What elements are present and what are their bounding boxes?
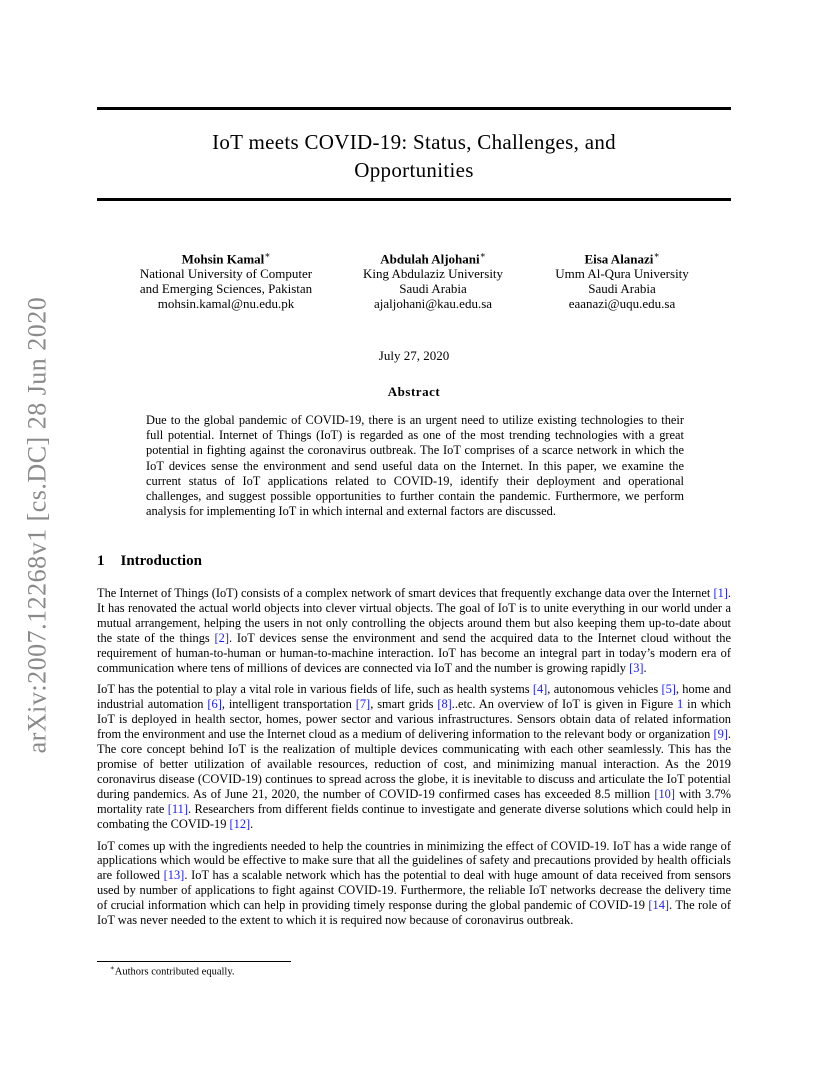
arxiv-stamp-text: arXiv:2007.12268v1 [cs.DC] 28 Jun 2020 bbox=[22, 296, 52, 754]
section-title: Introduction bbox=[120, 553, 202, 569]
paragraph-1 bbox=[97, 586, 731, 675]
citation-link[interactable]: [9] bbox=[713, 727, 728, 742]
title-top-rule bbox=[97, 107, 731, 110]
text-run: , autonomous vehicles bbox=[547, 682, 662, 697]
author-affiliation: King Abdulaziz University bbox=[362, 266, 504, 282]
citation-link[interactable]: [12] bbox=[229, 816, 251, 831]
text-run: . bbox=[643, 660, 647, 675]
citation-link[interactable]: [6] bbox=[207, 697, 222, 712]
citation-link[interactable]: [10] bbox=[654, 786, 675, 801]
author-mark: ∗ bbox=[653, 250, 660, 260]
citation-link[interactable]: [11] bbox=[167, 801, 188, 816]
abstract-text: Due to the global pandemic of COVID-19, there is an urgent need to utilize existing technologies to their full potential. Internet of Things (IoT) is regarded as one of the most trending technologies with a great potential in fighting against the coronavirus outbreak. The IoT comprises of a scarce network in which the IoT devices sense the environment and send useful data on the Internet. In this paper, we examine the current status of IoT applications related to COVID-19, identify their deployment and operational challenges, and suggest possible opportunities to further contain the pandemic. Furthermore, we perform analysis for implementing IoT in which internal and external factors are discussed. bbox=[146, 413, 684, 519]
author-email[interactable]: ajaljohani@kau.edu.sa bbox=[373, 296, 493, 312]
paper-title bbox=[97, 128, 731, 184]
author-affiliation: Umm Al-Qura University bbox=[555, 266, 689, 282]
author-2 bbox=[343, 248, 523, 311]
text-run: The Internet of Things (IoT) consists of a complex network of smart devices that frequently exchange data over the Internet bbox=[97, 586, 714, 600]
author-3 bbox=[532, 248, 712, 311]
text-run: IoT comes up with the ingredients needed to help the countries in minimizing the effect of COVID-19. IoT has a wide range of applications which would be effective to make sure that all the guidelines of safety and precautions provided by health officials are followed bbox=[97, 838, 731, 883]
paper-date: July 27, 2020 bbox=[378, 348, 450, 363]
citation-link[interactable]: [2] bbox=[214, 630, 229, 645]
section-heading bbox=[97, 553, 202, 570]
text-run: . It has renovated the actual world objects into clever virtual objects. The goal of IoT is to unite everything in our world under a mutual arrangement, helping the users in not only controlling the objects around them but also keeping them up-to-date about the state of the things bbox=[97, 586, 731, 645]
text-run: in which IoT is deployed in health sector, homes, power sector and various infrastructures. Sensors obtain data of related information from the environment and use the Internet cloud as a medium of delivering information to the relevant body or organization bbox=[97, 697, 731, 742]
author-name: Mohsin Kamal bbox=[181, 251, 265, 267]
author-name: Eisa Alanazi bbox=[584, 251, 654, 267]
title-bottom-rule bbox=[97, 198, 731, 201]
text-run: , smart grids bbox=[370, 697, 438, 712]
text-run: . IoT devices sense the environment and send the acquired data to the Internet cloud without the requirement of human-to-human or human-to-machine interaction. IoT has become an integral part in today’s modern era of communication where tens of millions of devices are connected via IoT and the number is growing rapidly bbox=[97, 630, 731, 675]
author-name: Abdulah Aljohani bbox=[380, 251, 480, 267]
author-affiliation: Saudi Arabia bbox=[399, 281, 467, 297]
footnote bbox=[110, 964, 235, 978]
citation-link[interactable]: [5] bbox=[661, 682, 676, 697]
text-run: . Researchers from different fields continue to investigate and generate diverse solutions which could help in combating the COVID-19 bbox=[97, 801, 731, 831]
body-text bbox=[97, 586, 731, 935]
footnote-mark: ∗ bbox=[110, 964, 115, 972]
author-affiliation: National University of Computer bbox=[139, 266, 313, 282]
text-run: ..etc. An overview of IoT is given in Figure bbox=[451, 697, 678, 712]
citation-link[interactable]: [4] bbox=[532, 682, 548, 697]
text-run: . The role of IoT was never needed to the extent to which it is required now because of coronavirus outbreak. bbox=[97, 898, 731, 928]
section-number: 1 bbox=[97, 553, 105, 569]
citation-link[interactable]: [3] bbox=[629, 660, 644, 675]
text-run: , intelligent transportation bbox=[221, 697, 356, 712]
author-email[interactable]: mohsin.kamal@nu.edu.pk bbox=[157, 296, 295, 312]
author-email[interactable]: eaanazi@uqu.edu.sa bbox=[568, 296, 676, 312]
author-affiliation: and Emerging Sciences, Pakistan bbox=[139, 281, 313, 297]
author-1 bbox=[126, 248, 326, 311]
text-run: . bbox=[250, 816, 254, 831]
text-run: , home and industrial automation bbox=[97, 682, 732, 712]
abstract-heading: Abstract bbox=[387, 384, 441, 399]
author-affiliation: Saudi Arabia bbox=[588, 281, 656, 297]
text-run: . IoT has a scalable network which has the potential to deal with huge amount of data received from sensors used by number of applications to fight against COVID-19. Furthermore, the reliable IoT networks decrease the delivery time of crucial information which can help in providing timely response during the global pandemic of COVID-19 bbox=[97, 868, 731, 913]
footnote-text: Authors contributed equally. bbox=[114, 966, 235, 978]
text-run: IoT has the potential to play a vital role in various fields of life, such as health systems bbox=[97, 682, 533, 697]
text-run: with 3.7% mortality rate bbox=[97, 786, 731, 816]
paragraph-3 bbox=[97, 839, 731, 928]
figure-link[interactable]: 1 bbox=[677, 697, 684, 712]
paragraph-2 bbox=[97, 682, 731, 831]
title-line-1: IoT meets COVID-19: Status, Challenges, and bbox=[212, 130, 616, 154]
citation-link[interactable]: [14] bbox=[648, 898, 670, 913]
citation-link[interactable]: [7] bbox=[355, 697, 371, 712]
author-mark: ∗ bbox=[479, 250, 486, 260]
citation-link[interactable]: [13] bbox=[163, 868, 185, 883]
text-run: . The core concept behind IoT is the realization of multiple devices communicating with each other seamlessly. This has the promise of better utilization of available resources, reduction of cost, and minimizing manual interaction. As the 2019 coronavirus disease (COVID-19) continues to spread across the globe, it is inevitable to discuss and articulate the IoT potential during pandemics. As of June 21, 2020, the number of COVID-19 confirmed cases has exceeded 8.5 million bbox=[97, 727, 731, 801]
title-line-2: Opportunities bbox=[354, 158, 474, 182]
citation-link[interactable]: [1] bbox=[713, 586, 728, 600]
author-mark: ∗ bbox=[264, 250, 271, 260]
citation-link[interactable]: [8] bbox=[437, 697, 452, 712]
footnote-rule bbox=[97, 961, 291, 962]
